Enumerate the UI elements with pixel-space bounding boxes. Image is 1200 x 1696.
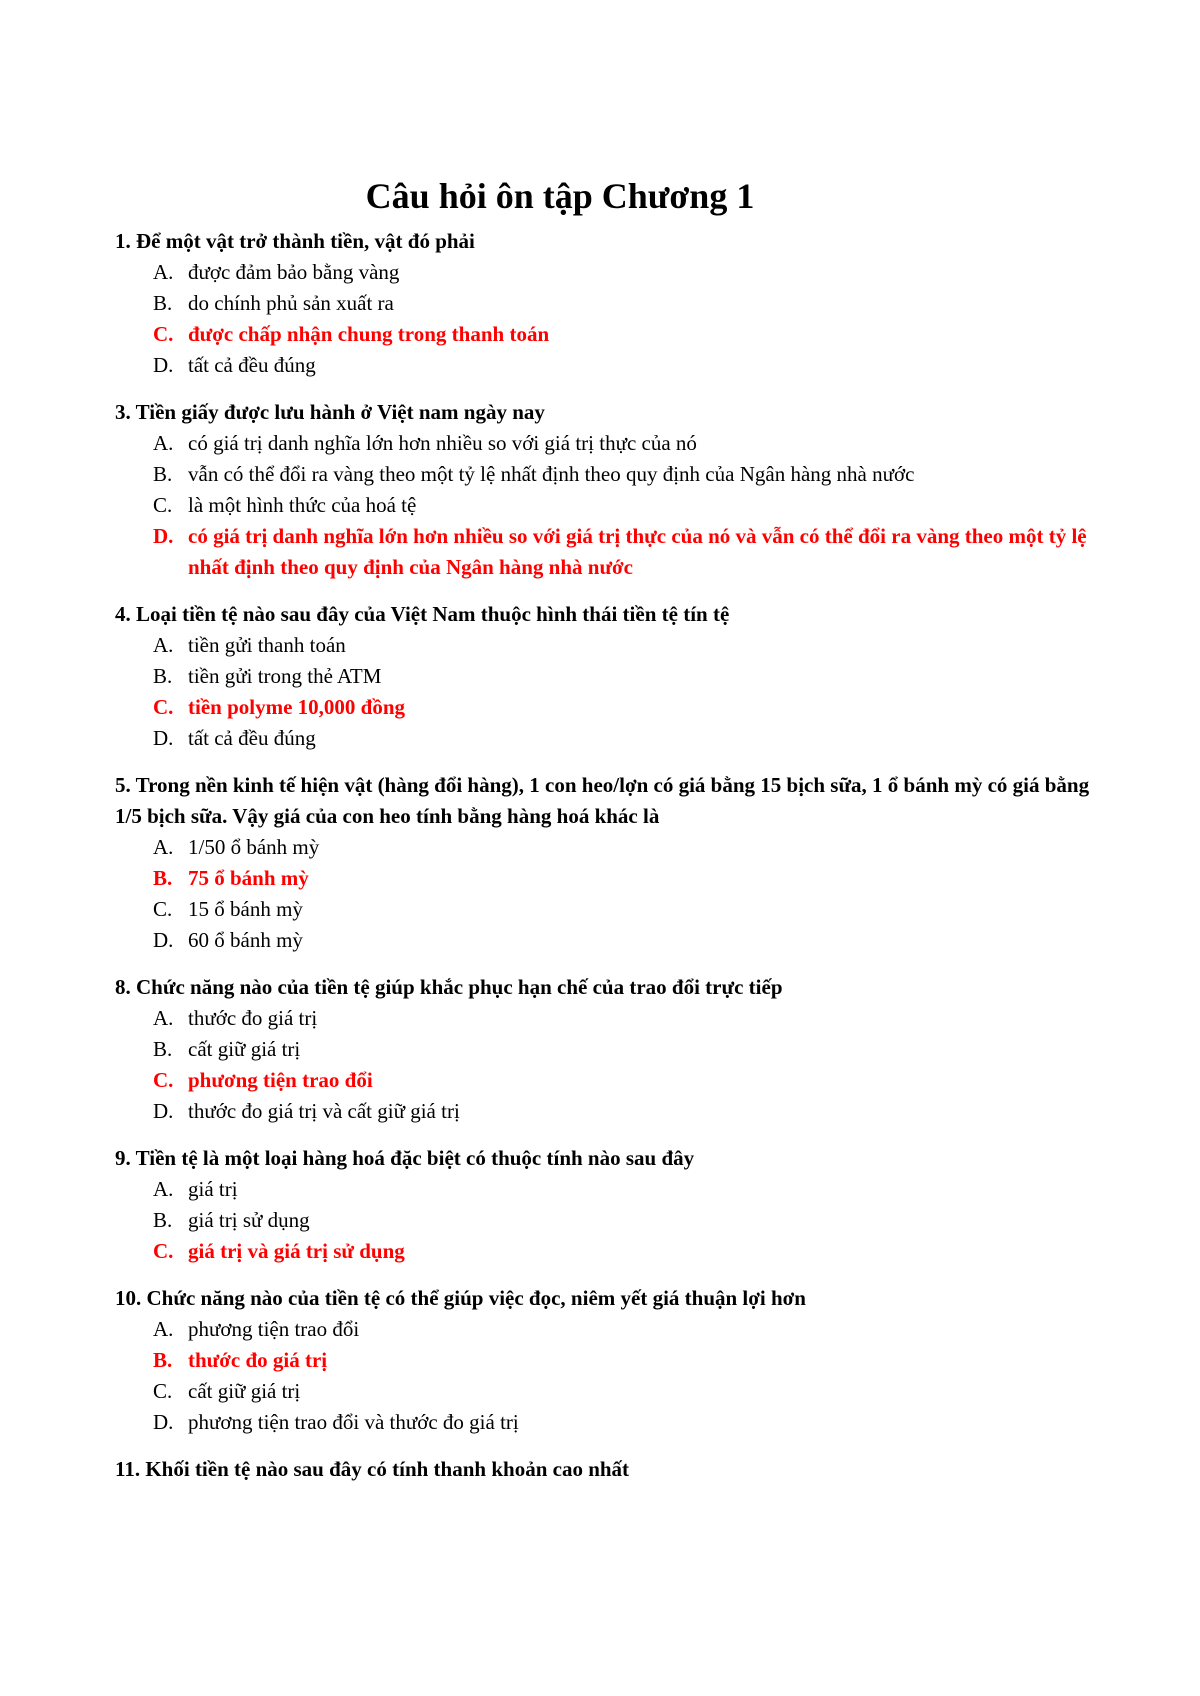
question-text: Chức năng nào của tiền tệ giúp khắc phục hạn chế của trao đổi trực tiếp: [136, 975, 783, 999]
option-a: [0, 630, 1200, 661]
option-text: giá trị và giá trị sử dụng: [188, 1239, 405, 1263]
option-letter: B.: [153, 664, 173, 688]
option-text: 60 ổ bánh mỳ: [188, 928, 303, 952]
question-number: 11.: [115, 1457, 141, 1481]
option-text: giá trị: [188, 1177, 238, 1201]
option-letter: D.: [153, 524, 174, 548]
option-d: [0, 350, 1200, 381]
option-text: phương tiện trao đổi: [188, 1317, 360, 1341]
option-c-correct: [0, 319, 1200, 350]
option-letter: A.: [153, 431, 174, 455]
option-d: [0, 925, 1200, 956]
question-number: 8.: [115, 975, 131, 999]
question-text: Chức năng nào của tiền tệ có thể giúp việc đọc, niêm yết giá thuận lợi hơn: [146, 1286, 806, 1310]
option-letter: C.: [153, 322, 174, 346]
question-number: 5.: [115, 773, 131, 797]
option-letter: C.: [153, 1068, 174, 1092]
option-list: [0, 1174, 1200, 1267]
option-text: phương tiện trao đổi và thước đo giá trị: [188, 1410, 519, 1434]
option-text: có giá trị danh nghĩa lớn hơn nhiều so với giá trị thực của nó: [188, 431, 697, 455]
question-number: 3.: [115, 400, 131, 424]
option-text: phương tiện trao đổi: [188, 1068, 373, 1092]
option-letter: C.: [153, 897, 173, 921]
option-c: [0, 894, 1200, 925]
option-letter: D.: [153, 928, 174, 952]
option-text: là một hình thức của hoá tệ: [188, 493, 417, 517]
option-c-correct: [0, 1065, 1200, 1096]
option-letter: B.: [153, 462, 173, 486]
option-letter: C.: [153, 493, 173, 517]
question-text: Loại tiền tệ nào sau đây của Việt Nam thuộc hình thái tiền tệ tín tệ: [136, 602, 730, 626]
option-text: 1/50 ổ bánh mỳ: [188, 835, 320, 859]
option-b: [0, 1034, 1200, 1065]
question-5: [0, 770, 1200, 956]
option-letter: D.: [153, 1410, 174, 1434]
question-stem: [0, 226, 1200, 257]
option-text: thước đo giá trị và cất giữ giá trị: [188, 1099, 460, 1123]
option-text: thước đo giá trị: [188, 1348, 328, 1372]
option-letter: A.: [153, 633, 174, 657]
question-1: [0, 226, 1200, 381]
question-text: Tiền giấy được lưu hành ở Việt nam ngày nay: [135, 400, 545, 424]
question-stem: [0, 1283, 1200, 1314]
option-b-correct: [0, 863, 1200, 894]
option-b: [0, 1205, 1200, 1236]
option-letter: A.: [153, 835, 174, 859]
question-text: Để một vật trở thành tiền, vật đó phải: [136, 229, 475, 253]
question-11: [0, 1454, 1200, 1485]
option-list: [0, 630, 1200, 754]
option-a: [0, 257, 1200, 288]
question-stem: [0, 1143, 1200, 1174]
option-d-correct: [0, 521, 1200, 583]
option-letter: C.: [153, 1239, 174, 1263]
option-a: [0, 832, 1200, 863]
option-text: cất giữ giá trị: [188, 1037, 301, 1061]
option-text: 75 ổ bánh mỳ: [188, 866, 309, 890]
option-letter: C.: [153, 1379, 173, 1403]
option-letter: A.: [153, 1317, 174, 1341]
question-number: 9.: [115, 1146, 131, 1170]
option-letter: D.: [153, 1099, 174, 1123]
option-letter: B.: [153, 291, 173, 315]
question-number: 4.: [115, 602, 131, 626]
option-d: [0, 1096, 1200, 1127]
question-text: Khối tiền tệ nào sau đây có tính thanh khoản cao nhất: [145, 1457, 630, 1481]
option-text: được chấp nhận chung trong thanh toán: [188, 322, 550, 346]
option-list: [0, 832, 1200, 956]
option-text: 15 ổ bánh mỳ: [188, 897, 303, 921]
option-c: [0, 1376, 1200, 1407]
question-stem: [0, 599, 1200, 630]
question-stem: [0, 1454, 1200, 1485]
option-a: [0, 1174, 1200, 1205]
question-10: [0, 1283, 1200, 1438]
page-title: Câu hỏi ôn tập Chương 1: [365, 176, 755, 216]
option-letter: B.: [153, 866, 173, 890]
option-letter: A.: [153, 1006, 174, 1030]
option-b: [0, 459, 1200, 490]
option-list: [0, 257, 1200, 381]
option-d: [0, 1407, 1200, 1438]
option-text: cất giữ giá trị: [188, 1379, 301, 1403]
option-letter: D.: [153, 353, 174, 377]
option-text: có giá trị danh nghĩa lớn hơn nhiều so với giá trị thực của nó và vẫn có thể đổi ra vàng theo một tỷ lệ nhất định theo quy định của Ngân hàng nhà nước: [188, 524, 1087, 579]
option-text: tất cả đều đúng: [188, 726, 316, 750]
option-text: tiền gửi trong thẻ ATM: [188, 664, 382, 688]
question-3: [0, 397, 1200, 583]
option-letter: B.: [153, 1208, 173, 1232]
option-b-correct: [0, 1345, 1200, 1376]
question-8: [0, 972, 1200, 1127]
question-text: Trong nền kinh tế hiện vật (hàng đổi hàng), 1 con heo/lợn có giá bằng 15 bịch sữa, 1 ổ bánh mỳ có giá bằng 1/5 bịch sữa. Vậy giá của con heo tính bằng hàng hoá khác là: [115, 773, 1090, 828]
option-c: [0, 490, 1200, 521]
option-b: [0, 288, 1200, 319]
option-c-correct: [0, 692, 1200, 723]
option-a: [0, 428, 1200, 459]
option-text: giá trị sử dụng: [188, 1208, 310, 1232]
question-stem: [0, 770, 1200, 832]
option-text: tiền polyme 10,000 đồng: [188, 695, 406, 719]
question-stem: [0, 397, 1200, 428]
option-letter: A.: [153, 1177, 174, 1201]
question-number: 1.: [115, 229, 131, 253]
option-list: [0, 428, 1200, 583]
option-list: [0, 1003, 1200, 1127]
option-letter: B.: [153, 1348, 173, 1372]
question-list: [0, 226, 1200, 1501]
question-4: [0, 599, 1200, 754]
option-c-correct: [0, 1236, 1200, 1267]
option-letter: C.: [153, 695, 174, 719]
question-9: [0, 1143, 1200, 1267]
question-stem: [0, 972, 1200, 1003]
option-text: được đảm bảo bằng vàng: [188, 260, 400, 284]
option-letter: A.: [153, 260, 174, 284]
option-text: tất cả đều đúng: [188, 353, 316, 377]
option-text: thước đo giá trị: [188, 1006, 318, 1030]
option-text: vẫn có thể đổi ra vàng theo một tỷ lệ nhất định theo quy định của Ngân hàng nhà nước: [188, 462, 915, 486]
question-number: 10.: [115, 1286, 142, 1310]
option-list: [0, 1314, 1200, 1438]
option-letter: D.: [153, 726, 174, 750]
option-a: [0, 1003, 1200, 1034]
option-d: [0, 723, 1200, 754]
option-text: tiền gửi thanh toán: [188, 633, 346, 657]
option-text: do chính phủ sản xuất ra: [188, 291, 394, 315]
question-text: Tiền tệ là một loại hàng hoá đặc biệt có thuộc tính nào sau đây: [135, 1146, 695, 1170]
option-b: [0, 661, 1200, 692]
option-a: [0, 1314, 1200, 1345]
option-letter: B.: [153, 1037, 173, 1061]
